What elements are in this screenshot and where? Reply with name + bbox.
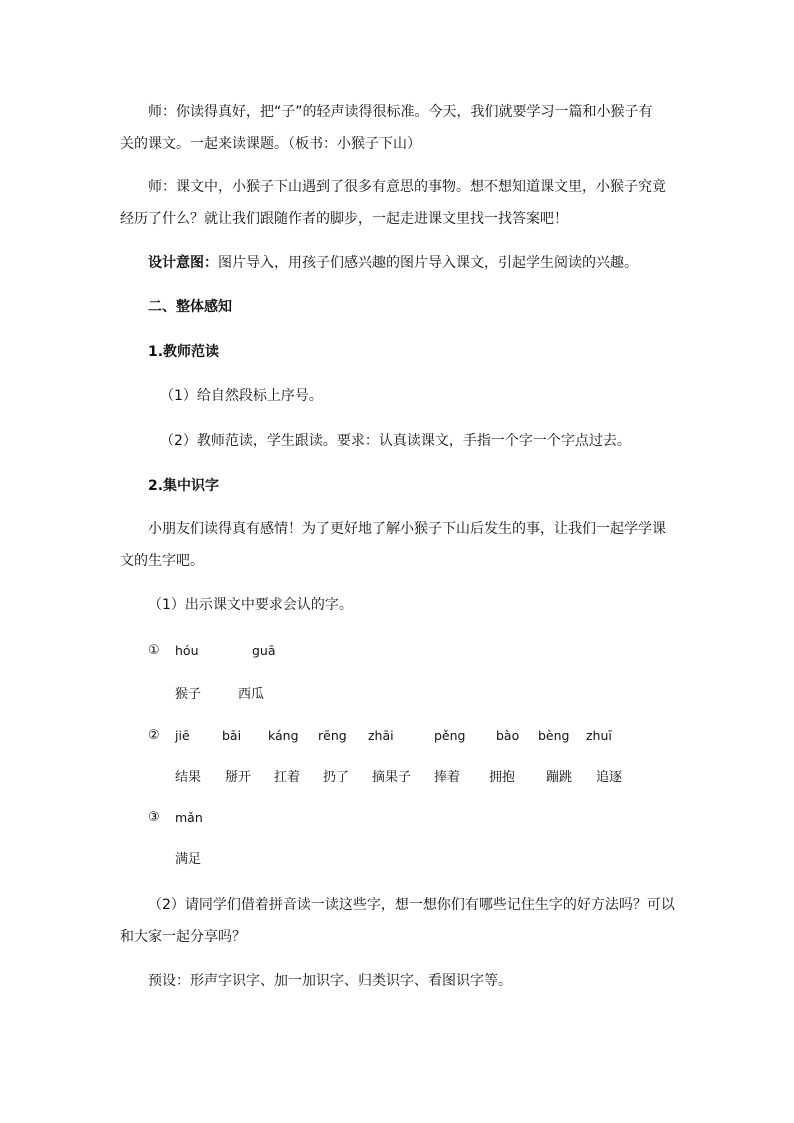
design-intent-label: 设计意图：	[148, 255, 218, 271]
paragraph-character-intro-line2: 文的生字吧。	[120, 553, 204, 569]
word-houzi: 猴子	[175, 687, 202, 702]
design-intent-text: 图片导入，用孩子们感兴趣的图片导入课文，引起学生阅读的兴趣。	[218, 255, 638, 271]
design-intent	[148, 253, 638, 273]
word-xigua: 西瓜	[238, 687, 265, 702]
word-yongbao: 拥抱	[489, 770, 516, 785]
list-item-1-2: （2）教师范读，学生跟读。要求：认真读课文，手指一个字一个字点过去。	[160, 433, 631, 449]
word-bengtiao: 蹦跳	[546, 770, 573, 785]
word-zhaiguozi: 摘果子	[372, 770, 412, 785]
word-baikai: 掰开	[225, 770, 252, 785]
pinyin-kang: káng	[268, 728, 299, 743]
pinyin-gua: guā	[252, 643, 276, 658]
group-marker-3: ③	[148, 810, 160, 825]
word-rengle: 扔了	[323, 770, 350, 785]
list-item-2-2-line1: （2）请同学们借着拼音读一读这些字，想一想你们有哪些记住生字的好方法吗？可以	[148, 897, 675, 913]
paragraph-teacher-praise-line1: 师：你读得真好，把“子”的轻声读得很标准。今天，我们就要学习一篇和小猴子有	[148, 104, 653, 120]
list-item-2-2-line2: 和大家一起分享吗？	[120, 929, 246, 945]
section-heading-overall: 二、整体感知	[148, 299, 232, 315]
pinyin-man: mǎn	[175, 810, 203, 825]
pinyin-hou: hóu	[175, 643, 199, 658]
pinyin-bai: bāi	[222, 728, 242, 743]
paragraph-character-intro-line1: 小朋友们读得真有感情！为了更好地了解小猴子下山后发生的事，让我们一起学学课	[148, 521, 666, 537]
word-zhuizhu: 追逐	[596, 770, 623, 785]
paragraph-teacher-intro-line2: 经历了什么？就让我们跟随作者的脚步，一起走进课文里找一找答案吧！	[120, 211, 568, 227]
subheading-teacher-reading: 1.教师范读	[148, 344, 220, 360]
word-jieguo: 结果	[175, 770, 202, 785]
word-pengzhe: 捧着	[434, 770, 461, 785]
group-marker-2: ②	[148, 728, 160, 743]
word-manzu: 满足	[175, 852, 202, 867]
paragraph-teacher-praise-line2: 关的课文。一起来读课题。（板书：小猴子下山）	[120, 136, 421, 152]
subheading-character-learning: 2.集中识字	[148, 478, 220, 494]
list-item-2-1: （1）出示课文中要求会认的字。	[148, 597, 353, 613]
preset-methods: 预设：形声字识字、加一加识字、归类识字、看图识字等。	[148, 973, 512, 989]
pinyin-reng: rēng	[318, 728, 347, 743]
pinyin-peng: pěng	[434, 728, 466, 743]
group-marker-1: ①	[148, 643, 160, 658]
pinyin-beng: bèng	[538, 728, 570, 743]
pinyin-bao: bào	[496, 728, 520, 743]
pinyin-zhai: zhāi	[368, 728, 394, 743]
word-kangzhe: 扛着	[274, 770, 301, 785]
list-item-1-1: （1）给自然段标上序号。	[160, 388, 323, 404]
pinyin-zhui: zhuī	[586, 728, 612, 743]
paragraph-teacher-intro-line1: 师：课文中，小猴子下山遇到了很多有意思的事物。想不想知道课文里，小猴子究竟	[148, 179, 666, 195]
pinyin-jie: jiē	[175, 728, 190, 743]
